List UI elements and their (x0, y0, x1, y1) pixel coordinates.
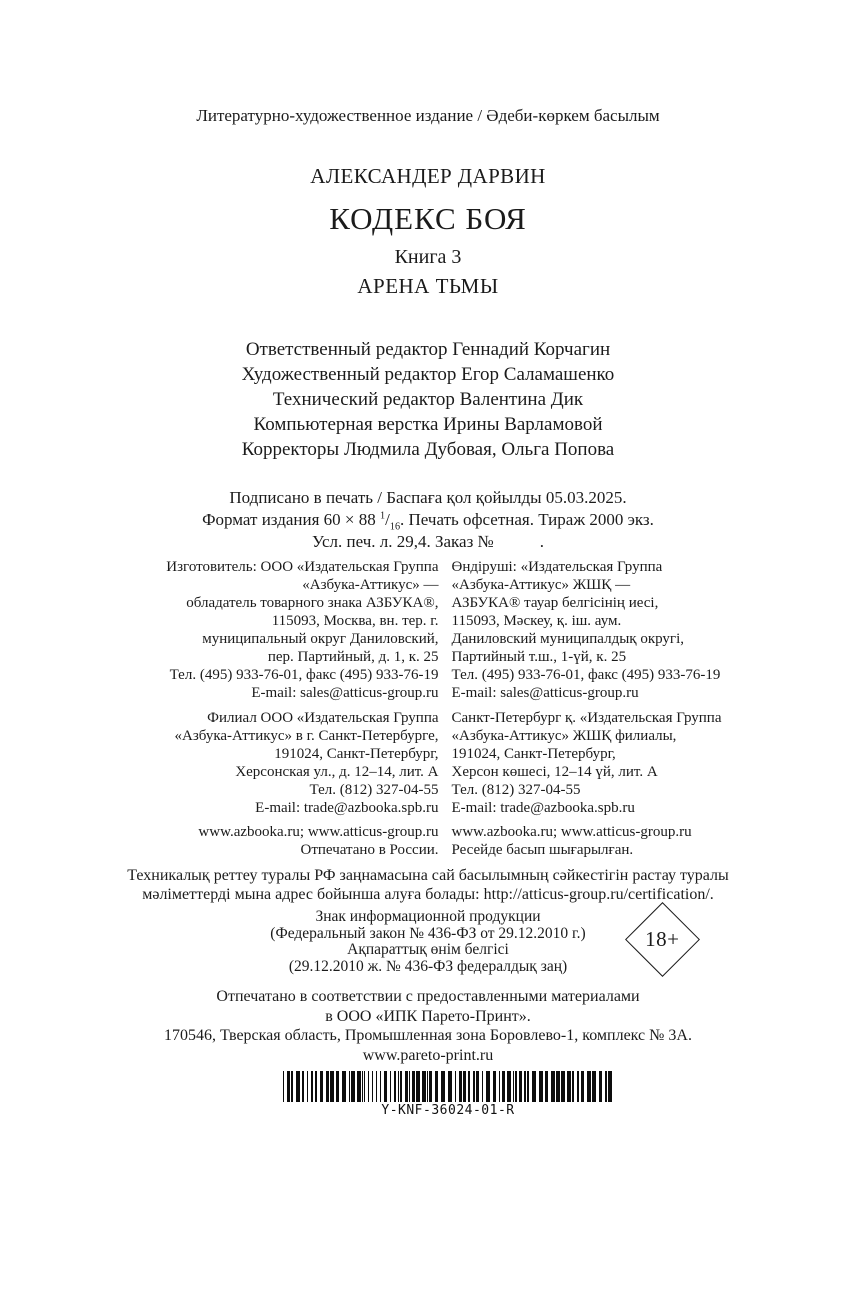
manufacturer-line: 115093, Мәскеу, қ. іш. аум. (451, 613, 622, 629)
format-prefix: Формат издания 60 × 88 (202, 510, 381, 529)
printing-house-address: 170546, Тверская область, Промышленная зона Боровлево-1, комплекс № 3А. (164, 1027, 692, 1044)
age-rating-text: 18+ (645, 927, 680, 951)
info-sign-law-kz: (29.12.2010 ж. № 436-ФЗ федералдық заң) (288, 957, 568, 975)
branch-line: 191024, Санкт-Петербург, (274, 746, 439, 762)
publisher-column-russian (143, 558, 439, 859)
manufacturer-line: Изготовитель: ООО «Издательская Группа (166, 559, 439, 575)
format-slash: / (385, 510, 390, 529)
branch-line: «Азбука-Аттикус» ЖШҚ филиалы, (451, 728, 677, 744)
websites-block-kz (452, 823, 748, 859)
credit-line-proofreaders: Корректоры Людмила Дубовая, Ольга Попова (241, 439, 615, 460)
order-suffix: . (539, 532, 545, 551)
format-denominator: 16 (389, 521, 401, 533)
manufacturer-email-line: E-mail: sales@atticus-group.ru (251, 685, 439, 701)
print-run-block (0, 487, 856, 553)
branch-line: 191024, Санкт-Петербург, (451, 746, 616, 762)
barcode-bars-icon (283, 1071, 613, 1102)
credits-block (0, 337, 856, 462)
format-suffix: . Печать офсетная. Тираж 2000 экз. (400, 510, 654, 529)
publisher-column-kazakh (452, 558, 748, 859)
websites-line: www.azbooka.ru; www.atticus-group.ru (198, 824, 439, 840)
manufacturer-email-line: E-mail: sales@atticus-group.ru (451, 685, 639, 701)
info-product-sign-block (0, 909, 856, 975)
manufacturer-line: «Азбука-Аттикус» ЖШҚ — (451, 577, 631, 593)
format-line (0, 509, 856, 531)
printing-house-site: www.pareto-print.ru (362, 1046, 494, 1064)
manufacturer-block-kz (452, 558, 748, 702)
manufacturer-phone-line: Тел. (495) 933-76-01, факс (495) 933-76-19 (451, 667, 721, 683)
branch-line: «Азбука-Аттикус» в г. Санкт-Петербурге, (174, 728, 439, 744)
format-numerator: 1 (380, 510, 386, 522)
printing-house-block (0, 987, 856, 1065)
publisher-columns (17, 558, 856, 859)
branch-line: Санкт-Петербург қ. «Издательская Группа (451, 710, 722, 726)
printed-in-line: Отпечатано в России. (300, 842, 439, 858)
edition-type-line: Литературно-художественное издание / Әдеби-көркем басылым (196, 106, 660, 125)
credit-line-art-editor: Художественный редактор Егор Саламашенко (241, 364, 615, 385)
credit-line-layout: Компьютерная верстка Ирины Варламовой (253, 414, 603, 435)
websites-block-ru (143, 823, 439, 859)
certification-line: Техникалық реттеу туралы РФ заңнамасына сай басылымның сәйкестігін растау туралы (127, 867, 729, 884)
manufacturer-line: АЗБУКА® тауар белгісінің иесі, (451, 595, 659, 611)
manufacturer-line: «Азбука-Аттикус» — (302, 577, 439, 593)
manufacturer-phone-line: Тел. (495) 933-76-01, факс (495) 933-76-19 (169, 667, 439, 683)
branch-line: Херсон көшесі, 12–14 үй, лит. А (451, 764, 658, 780)
book-title: КОДЕКС БОЯ (329, 201, 527, 236)
certification-url-line: мәліметтерді мына адрес бойынша алуға болады: http://atticus-group.ru/certification/. (142, 885, 714, 903)
manufacturer-line: пер. Партийный, д. 1, к. 25 (267, 649, 439, 665)
printing-house-name: в ООО «ИПК Парето-Принт». (325, 1007, 531, 1025)
branch-block-kz (452, 709, 748, 817)
info-sign-line-ru: Знак информационной продукции (315, 908, 541, 925)
order-prefix: Усл. печ. л. 29,4. Заказ № (311, 532, 494, 551)
author-name: АЛЕКСАНДЕР ДАРВИН (310, 164, 546, 188)
branch-line: Филиал ООО «Издательская Группа (207, 710, 439, 726)
manufacturer-line: Өндіруші: «Издательская Группа (451, 559, 663, 575)
branch-email-line: E-mail: trade@azbooka.spb.ru (255, 800, 439, 816)
printed-in-line: Ресейде басып шығарылған. (451, 842, 634, 858)
manufacturer-line: Даниловский муниципалдық округі, (451, 631, 684, 647)
manufacturer-line: 115093, Москва, вн. тер. г. (271, 613, 439, 629)
credit-line-editor: Ответственный редактор Геннадий Корчагин (245, 339, 611, 360)
manufacturer-line: обладатель товарного знака АЗБУКА®, (186, 595, 439, 611)
branch-email-line: E-mail: trade@azbooka.spb.ru (451, 800, 635, 816)
credit-line-tech-editor: Технический редактор Валентина Дик (272, 389, 584, 410)
barcode (20, 1071, 856, 1118)
manufacturer-line: Партийный т.ш., 1-үй, к. 25 (451, 649, 627, 665)
printing-house-line: Отпечатано в соответствии с предоставленными материалами (216, 988, 640, 1005)
signed-to-print-line: Подписано в печать / Баспаға қол қойылды 05.03.2025. (229, 488, 627, 507)
branch-block-ru (143, 709, 439, 817)
info-sign-law-ru: (Федеральный закон № 436-ФЗ от 29.12.2010 г.) (270, 924, 586, 942)
websites-line: www.azbooka.ru; www.atticus-group.ru (451, 824, 692, 840)
manufacturer-block-ru (143, 558, 439, 702)
manufacturer-line: муниципальный округ Даниловский, (202, 631, 439, 647)
info-sign-line-kz: Ақпараттық өнім белгісі (347, 941, 509, 958)
branch-phone-line: Тел. (812) 327-04-55 (451, 782, 581, 798)
order-line (0, 531, 856, 553)
branch-phone-line: Тел. (812) 327-04-55 (309, 782, 439, 798)
book-subtitle: АРЕНА ТЬМЫ (357, 274, 499, 298)
branch-line: Херсонская ул., д. 12–14, лит. А (235, 764, 439, 780)
book-number: Книга 3 (394, 246, 462, 268)
certification-block (0, 867, 856, 904)
barcode-code-text: Y-KNF-36024-01-R (381, 1103, 515, 1118)
